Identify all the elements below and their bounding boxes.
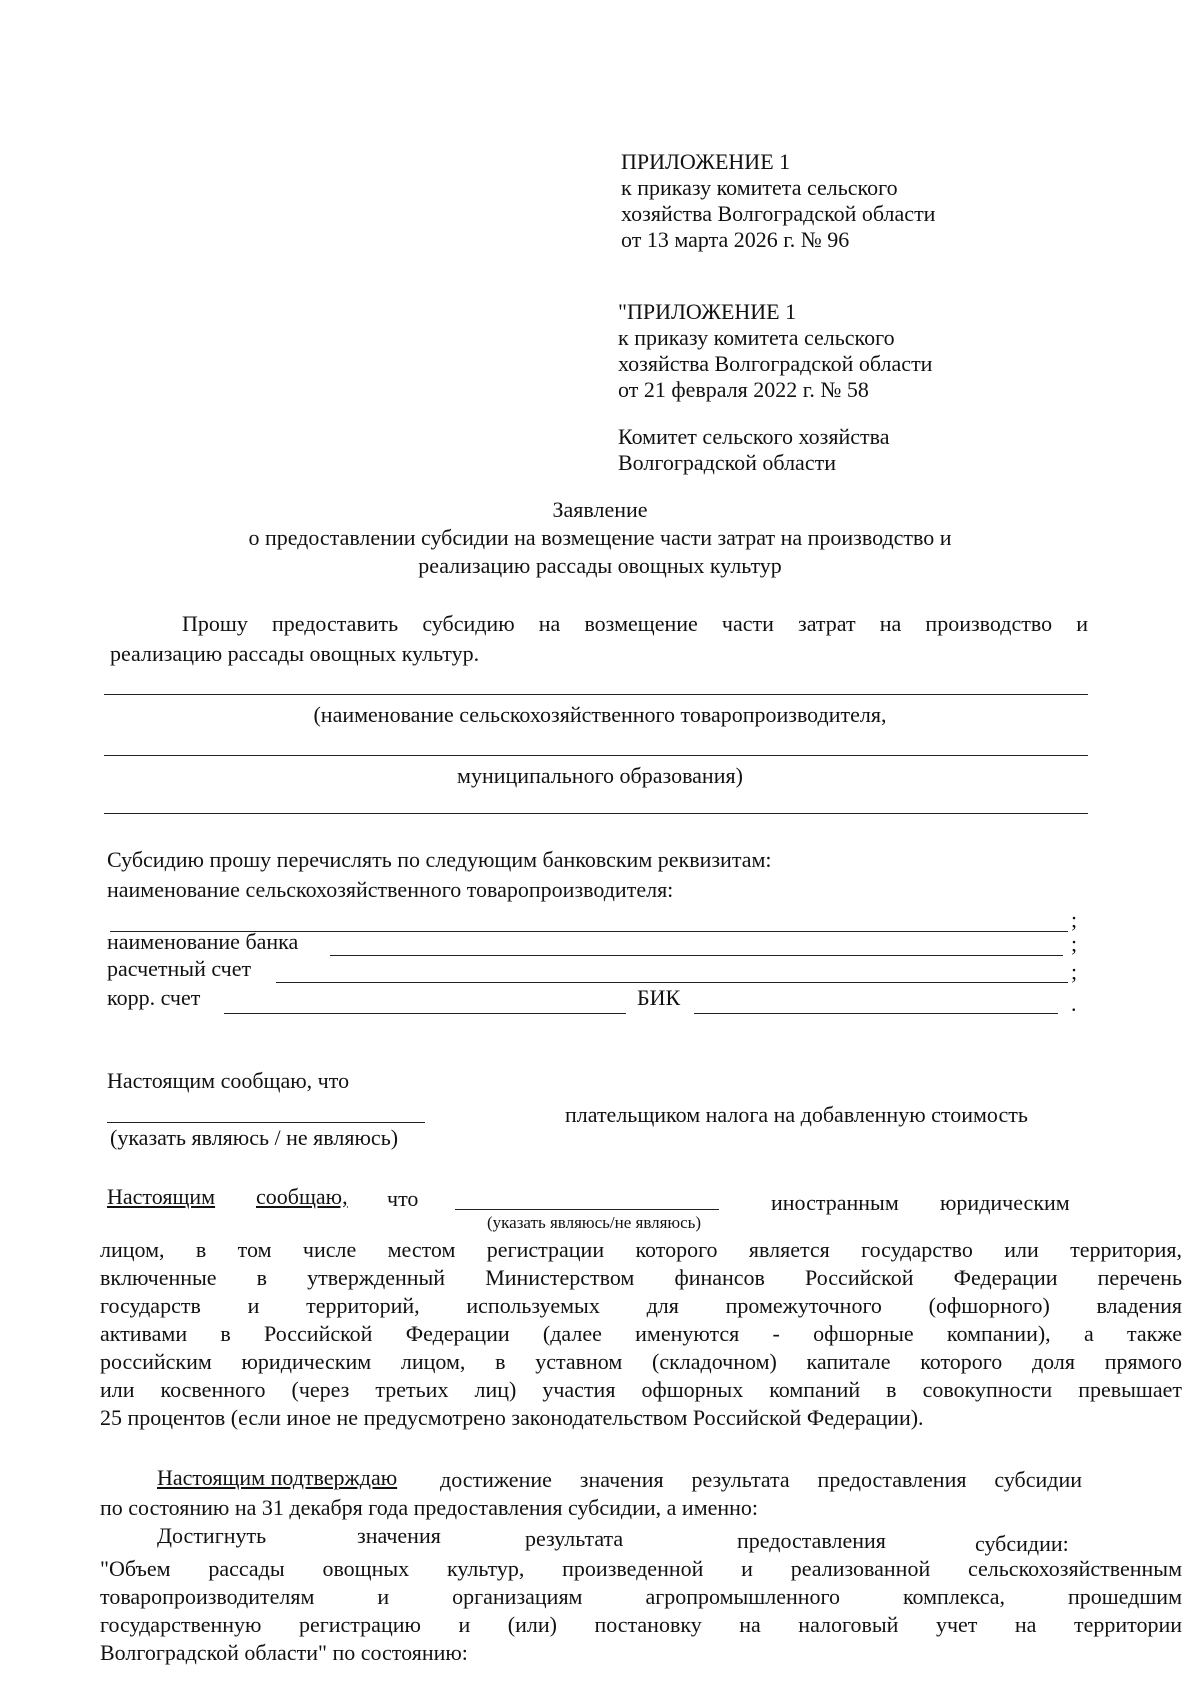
offshore-word: сообщаю, xyxy=(256,1184,348,1209)
municipality-caption: муниципального образования) xyxy=(457,763,743,788)
appendix-title: ПРИЛОЖЕНИЕ 1 xyxy=(621,149,791,174)
confirm-word: результата xyxy=(525,1526,624,1551)
bank-intro: Субсидию прошу перечислять по следующим банковским реквизитам: xyxy=(107,847,772,872)
confirm-line: достижение значения результата предоставления субсидии xyxy=(440,1467,1082,1492)
confirm-word: значения xyxy=(357,1523,441,1548)
appendix-quoted-title: "ПРИЛОЖЕНИЕ 1 xyxy=(618,299,797,324)
heading-line: реализацию рассады овощных культур xyxy=(418,553,782,578)
addressee-line: Комитет сельского хозяйства xyxy=(618,424,890,449)
appendix-line: от 13 марта 2026 г. № 96 xyxy=(621,227,850,252)
corr-account-label: корр. счет xyxy=(107,985,201,1010)
offshore-line: активами в Российской Федерации (далее именуются - офшорные компании), а также xyxy=(100,1321,1182,1346)
offshore-word: что xyxy=(387,1186,419,1211)
semicolon: ; xyxy=(1071,959,1078,984)
bik-blank[interactable] xyxy=(694,1013,1058,1014)
confirm-line: Волгоградской области" по состоянию: xyxy=(100,1640,468,1665)
appendix-line: к приказу комитета сельского xyxy=(621,175,898,200)
producer-name-blank[interactable] xyxy=(104,694,1088,695)
offshore-line: российским юридическим лицом, в уставном (складочном) капитале которого доля прямого xyxy=(100,1349,1182,1374)
document-heading xyxy=(0,496,1200,580)
producer-caption: (наименование сельскохозяйственного товаропроизводителя, xyxy=(313,702,887,727)
municipality-blank[interactable] xyxy=(104,813,1088,814)
appendix-line: хозяйства Волгоградской области xyxy=(621,201,936,226)
semicolon: ; xyxy=(1071,907,1078,932)
corr-account-blank[interactable] xyxy=(224,1013,626,1014)
appendix-block xyxy=(621,149,935,253)
confirm-line: государственную регистрацию и (или) постановку на налоговый учет на территории xyxy=(100,1612,1182,1637)
request-line: Прошу предоставить субсидию на возмещение части затрат на производство и xyxy=(182,611,1088,636)
account-label: расчетный счет xyxy=(107,956,252,981)
bank-name-blank[interactable] xyxy=(330,955,1063,956)
addressee-line: Волгоградской области xyxy=(618,450,836,475)
offshore-word: юридическим xyxy=(940,1190,1070,1215)
period: . xyxy=(1071,991,1077,1016)
appendix-quoted-line: хозяйства Волгоградской области xyxy=(618,351,933,376)
offshore-line: 25 процентов (если иное не предусмотрено законодательством Российской Федерации). xyxy=(100,1405,924,1430)
offshore-status-blank[interactable] xyxy=(455,1209,719,1210)
vat-statement: плательщиком налога на добавленную стоимость xyxy=(565,1102,1028,1127)
confirm-word: субсидии: xyxy=(975,1531,1069,1556)
confirm-word: предоставления xyxy=(737,1528,886,1553)
confirm-line: по состоянию на 31 декабря года предоставления субсидии, а именно: xyxy=(100,1495,759,1520)
appendix-quoted-block xyxy=(618,299,932,403)
offshore-hint: (указать являюсь/не являюсь) xyxy=(487,1213,702,1232)
vat-hint: (указать являюсь / не являюсь) xyxy=(110,1125,399,1150)
account-blank[interactable] xyxy=(276,982,1068,983)
request-line: реализацию рассады овощных культур. xyxy=(110,641,480,666)
heading-title: Заявление xyxy=(552,497,648,522)
bank-intro-producer: наименование сельскохозяйственного товаропроизводителя: xyxy=(107,877,674,902)
offshore-line: включенные в утвержденный Министерством финансов Российской Федерации перечень xyxy=(100,1265,1182,1290)
heading-line: о предоставлении субсидии на возмещение части затрат на производство и xyxy=(248,525,952,550)
offshore-word: Настоящим xyxy=(107,1184,216,1209)
confirm-line: "Объем рассады овощных культур, произведенной и реализованной сельскохозяйственным xyxy=(100,1556,1182,1581)
offshore-line: государств и территорий, используемых для промежуточного (офшорного) владения xyxy=(100,1293,1182,1318)
semicolon: ; xyxy=(1071,931,1078,956)
confirm-line: товаропроизводителям и организациям агропромышленного комплекса, прошедшим xyxy=(100,1584,1182,1609)
vat-status-blank[interactable] xyxy=(107,1122,425,1123)
appendix-quoted-line: к приказу комитета сельского xyxy=(618,325,895,350)
appendix-quoted-line: от 21 февраля 2022 г. № 58 xyxy=(618,377,869,402)
bik-label: БИК xyxy=(637,985,681,1010)
confirm-word: Достигнуть xyxy=(157,1523,267,1548)
offshore-word: иностранным xyxy=(771,1190,899,1215)
bank-name-label: наименование банка xyxy=(107,929,299,954)
confirm-underlined: Настоящим подтверждаю xyxy=(157,1465,398,1490)
producer-name-blank[interactable] xyxy=(104,755,1088,756)
offshore-line: или косвенного (через третьих лиц) участия офшорных компаний в совокупности превышает xyxy=(100,1377,1182,1402)
offshore-line: лицом, в том числе местом регистрации которого является государство или территория, xyxy=(100,1237,1182,1262)
addressee-block xyxy=(618,424,889,476)
vat-intro: Настоящим сообщаю, что xyxy=(107,1068,350,1093)
